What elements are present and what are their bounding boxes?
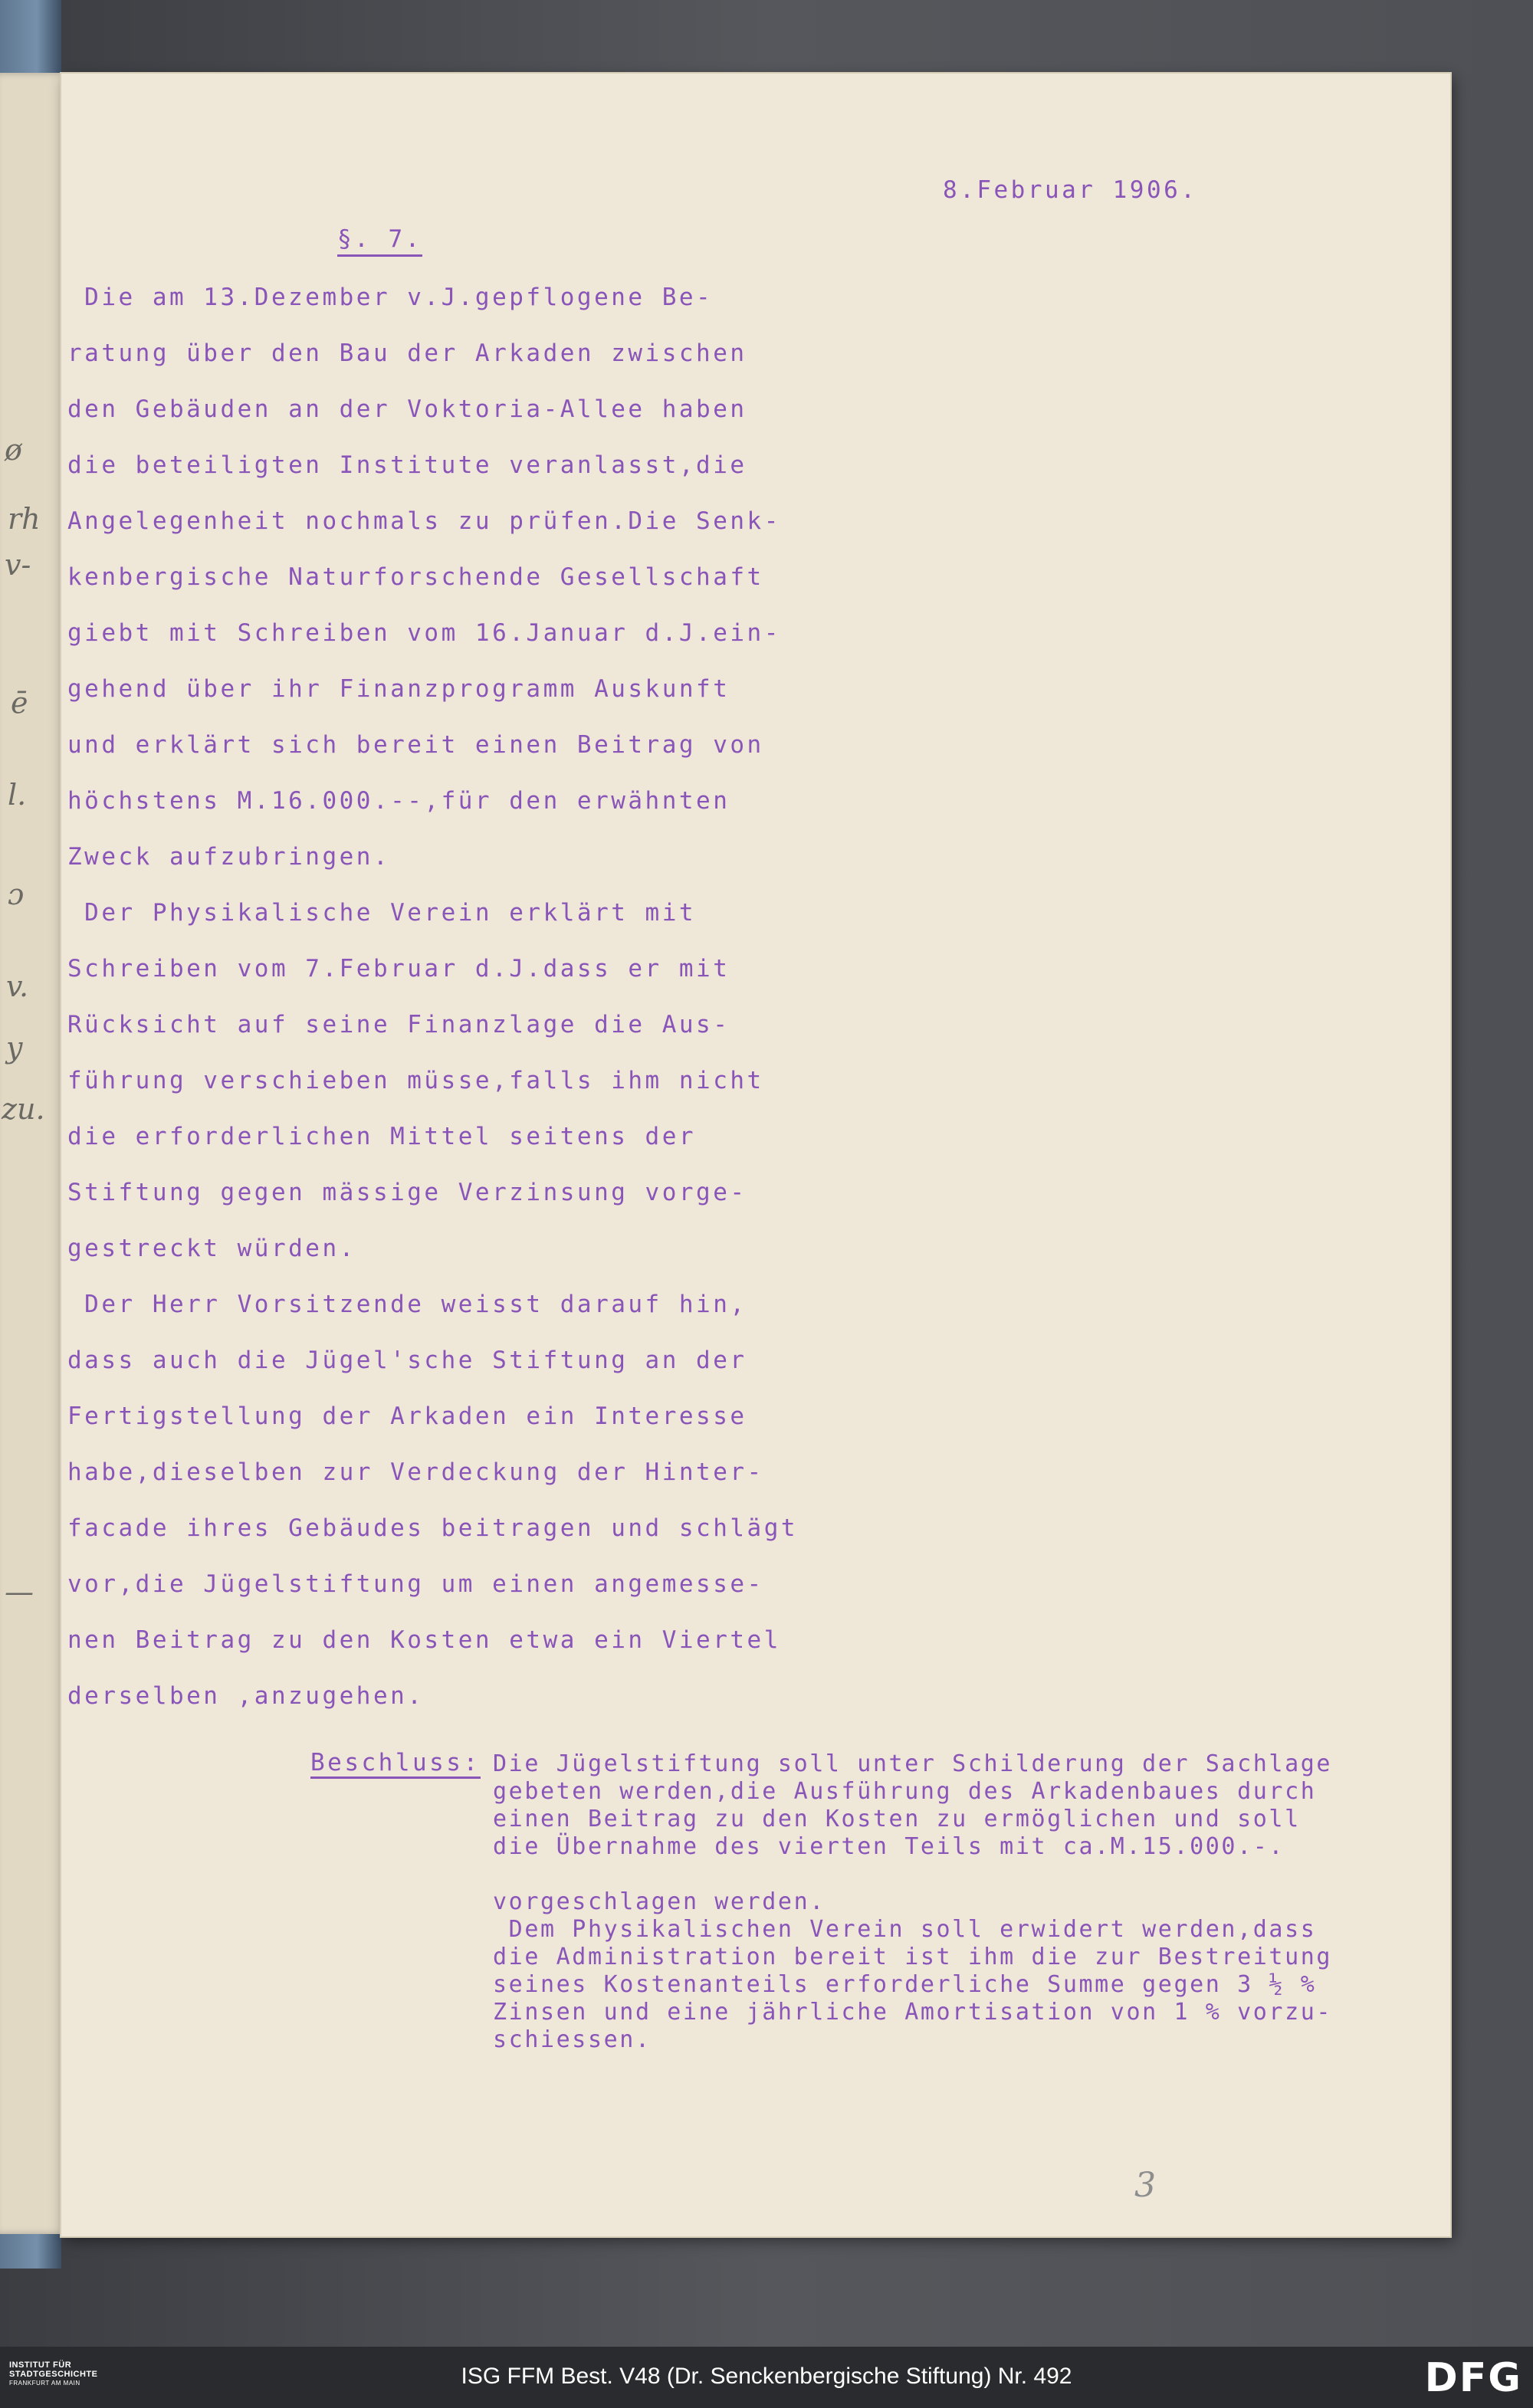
body-line: Der Physikalische Verein erklärt mit [67, 899, 697, 927]
body-line: facade ihres Gebäudes beitragen und schlägt [67, 1514, 799, 1542]
body-line: gestreckt würden. [67, 1235, 356, 1262]
body-line: habe,dieselben zur Verdeckung der Hinter- [67, 1458, 764, 1486]
body-line: die beteiligten Institute veranlasst,die [67, 451, 747, 479]
resolution-label: Beschluss: [310, 1749, 481, 1779]
institute-name-line2: STADTGESCHICHTE [9, 2370, 98, 2379]
institute-location: FRANKFURT AM MAIN [9, 2380, 80, 2387]
section-heading: §. 7. [337, 225, 422, 257]
resolution-line: Zinsen und eine jährliche Amortisation von 1 % vorzu- [493, 1999, 1333, 2026]
institute-name-line1: INSTITUT FÜR [9, 2360, 72, 2370]
body-line: führung verschieben müsse,falls ihm nicht [67, 1067, 764, 1094]
body-line: Angelegenheit nochmals zu prüfen.Die Senk- [67, 507, 781, 535]
body-line: giebt mit Schreiben vom 16.Januar d.J.ein- [67, 619, 781, 647]
resolution-line: Dem Physikalischen Verein soll erwidert werden,dass [493, 1916, 1317, 1943]
dfg-logo: DFG [1424, 2355, 1522, 2401]
page-number: 3 [1134, 2166, 1156, 2205]
resolution-line: seines Kostenanteils erforderliche Summe gegen 3 ½ % [493, 1971, 1317, 1998]
body-line: dass auch die Jügel'sche Stiftung an der [67, 1347, 747, 1374]
resolution-line: einen Beitrag zu den Kosten zu ermöglichen und soll [493, 1806, 1301, 1832]
body-line: Zweck aufzubringen. [67, 843, 391, 871]
body-line: kenbergische Naturforschende Gesellschaft [67, 563, 764, 591]
underlying-page-edge: ø rh v- ē l. ɔ v. y zu. — [0, 73, 71, 2234]
body-line: Schreiben vom 7.Februar d.J.dass er mit [67, 955, 730, 983]
body-line: Rücksicht auf seine Finanzlage die Aus- [67, 1011, 730, 1038]
body-line: derselben ,anzugehen. [67, 1682, 425, 1710]
archive-footer [0, 2347, 1533, 2408]
body-line: und erklärt sich bereit einen Beitrag von [67, 731, 764, 759]
document-page [61, 74, 1450, 2236]
resolution-line: Die Jügelstiftung soll unter Schilderung der Sachlage [493, 1750, 1333, 1777]
resolution-line: vorgeschlagen werden. [493, 1888, 826, 1915]
body-line: höchstens M.16.000.--,für den erwähnten [67, 787, 730, 815]
body-line: ratung über den Bau der Arkaden zwischen [67, 340, 747, 367]
body-line: den Gebäuden an der Voktoria-Allee haben [67, 395, 747, 423]
resolution-line: die Administration bereit ist ihm die zur Bestreitung [493, 1944, 1333, 1970]
body-line: die erforderlichen Mittel seitens der [67, 1123, 697, 1150]
body-line: vor,die Jügelstiftung um einen angemesse- [67, 1570, 764, 1598]
body-line: Fertigstellung der Arkaden ein Interesse [67, 1402, 747, 1430]
body-line: nen Beitrag zu den Kosten etwa ein Viertel [67, 1626, 781, 1654]
resolution-line: die Übernahme des vierten Teils mit ca.M.15.000.-. [493, 1833, 1285, 1860]
body-line: Die am 13.Dezember v.J.gepflogene Be- [67, 284, 714, 311]
archive-reference-caption: ISG FFM Best. V48 (Dr. Senckenbergische Stiftung) Nr. 492 [461, 2364, 1072, 2389]
resolution-line: gebeten werden,die Ausführung des Arkadenbaues durch [493, 1778, 1317, 1805]
body-line: Stiftung gegen mässige Verzinsung vorge- [67, 1179, 747, 1206]
document-date: 8.Februar 1906. [943, 176, 1198, 204]
body-line: Der Herr Vorsitzende weisst darauf hin, [67, 1291, 747, 1318]
resolution-line: schiessen. [493, 2026, 652, 2053]
body-line: gehend über ihr Finanzprogramm Auskunft [67, 675, 730, 703]
